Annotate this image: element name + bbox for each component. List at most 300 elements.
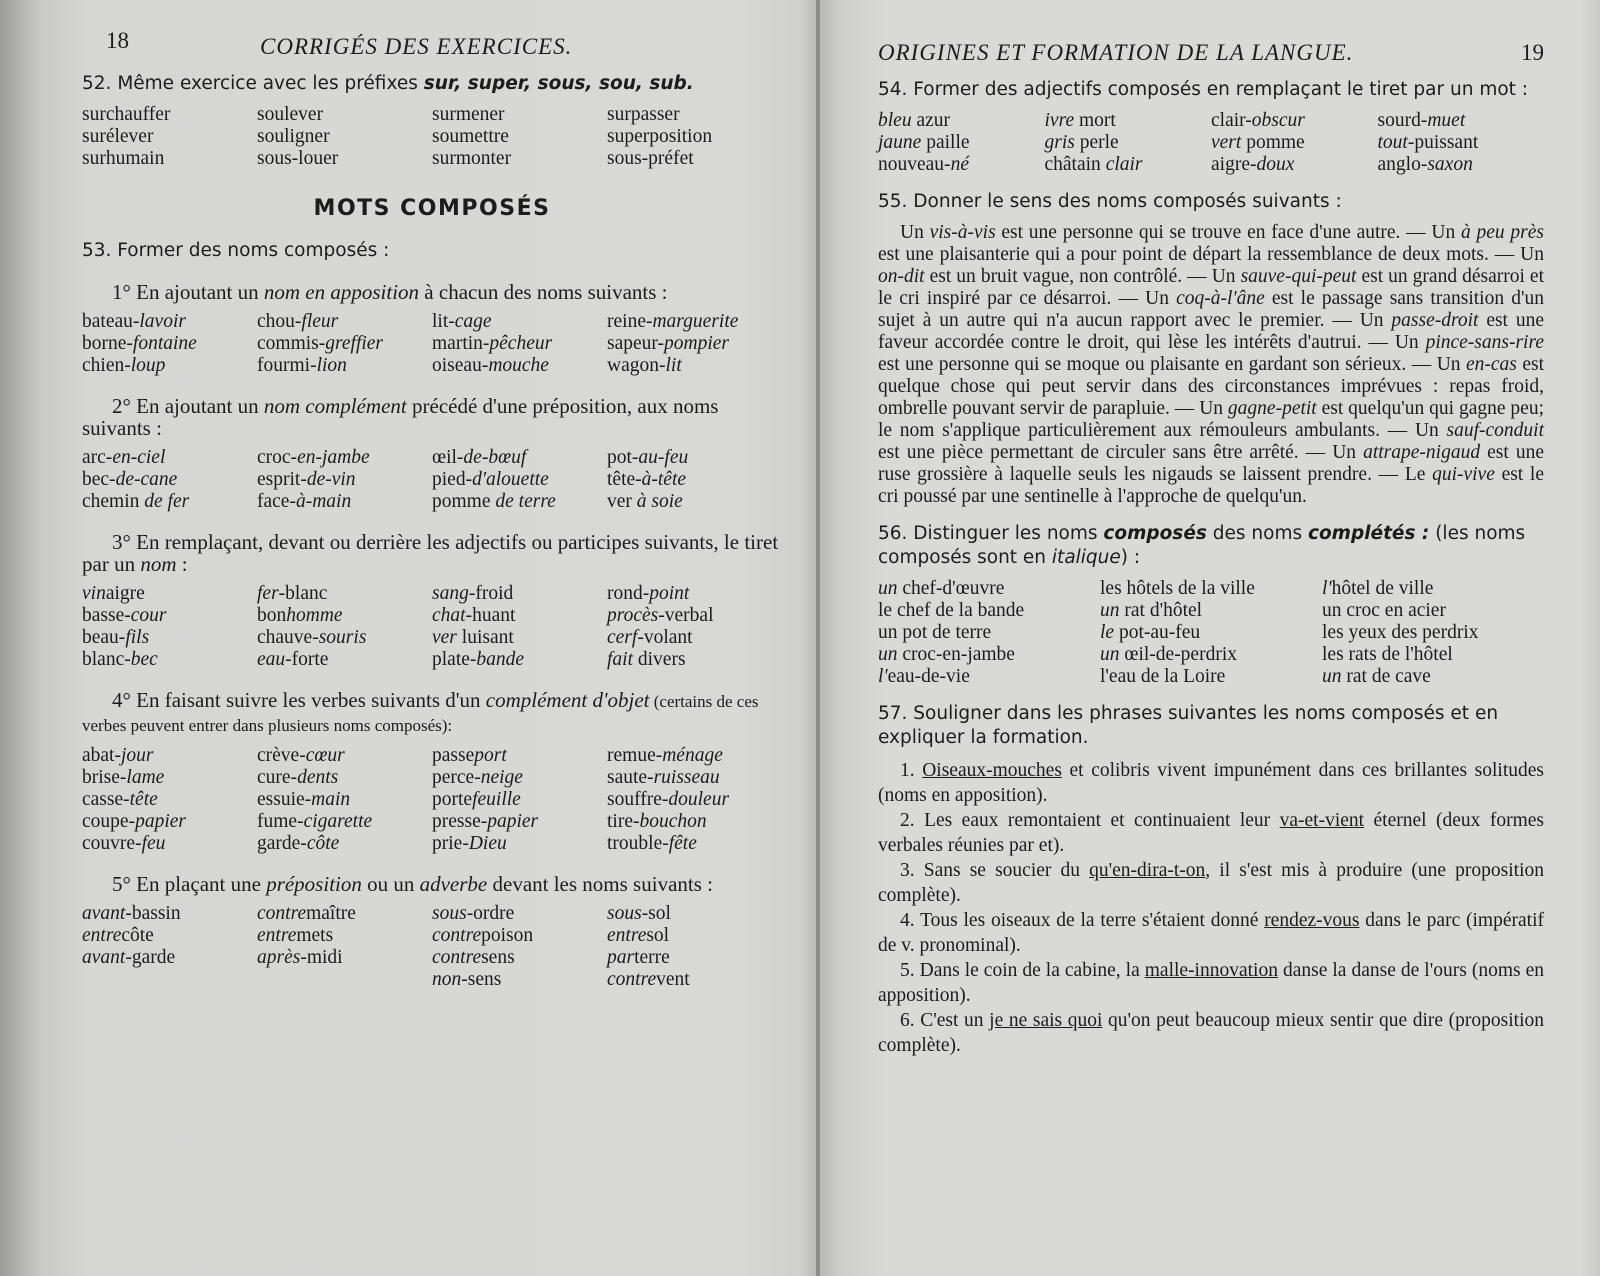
word-base: aigre-	[1211, 154, 1257, 175]
compound-noun: on-dit	[878, 266, 925, 287]
word-base: trouble-	[607, 833, 669, 854]
word-added-part: muet	[1427, 110, 1466, 131]
word-base: basse-	[82, 605, 131, 626]
word-base: chien-	[82, 355, 131, 376]
word-base: essuie-	[257, 789, 312, 810]
word-base: chauve-	[257, 627, 319, 648]
word-base: œil-de-perdrix	[1124, 644, 1237, 665]
word-entry	[878, 600, 1100, 622]
word-base: terre	[634, 947, 670, 968]
word-column	[607, 745, 782, 855]
text-run: 4. Tous les oiseaux de la terre s'étaient donné	[900, 910, 1265, 931]
word-entry	[607, 925, 782, 947]
text-run: dans le parc (impératif de v. pronominal).	[878, 910, 1544, 956]
word-base: châtain	[1044, 154, 1106, 175]
compound-noun: à peu près	[1461, 222, 1544, 243]
word-base: fourmi-	[257, 355, 317, 376]
word-added-part: lion	[316, 355, 347, 376]
text-run-italic: nom complément	[263, 394, 407, 418]
word-added-part: lavoir	[139, 311, 186, 332]
word-column	[432, 311, 607, 377]
word-entry	[607, 789, 782, 811]
word-base: bec-	[82, 469, 116, 490]
word-entry	[82, 333, 257, 355]
text-run: est une personne qui se trouve en face d'une autre. — Un	[995, 222, 1462, 243]
word-added-part: fête	[668, 833, 697, 854]
word-column	[1045, 110, 1212, 176]
word-added-part: de-cane	[115, 469, 178, 490]
word-entry	[82, 789, 257, 811]
word-added-part: fontaine	[132, 333, 197, 354]
word-base: les rats de l'hôtel	[1322, 644, 1453, 665]
text-run-italic: nom en apposition	[263, 280, 420, 304]
text-run: 5. Dans le coin de la cabine, la	[900, 960, 1145, 981]
word-added-part: entre	[82, 925, 122, 946]
word-added-part: l'	[878, 666, 888, 687]
word-base: chemin	[82, 491, 145, 512]
text-run: est une pièce permettant de circuler sans être arrêté. — Un	[878, 442, 1364, 463]
word-column	[82, 903, 257, 991]
word-entry	[1045, 154, 1212, 176]
part-3-word-grid	[82, 583, 782, 671]
word-added-part: cigarette	[303, 811, 373, 832]
underlined-compound-noun: Oiseaux-mouches	[922, 760, 1062, 781]
word-base: croc-	[257, 447, 298, 468]
left-header	[82, 24, 782, 66]
word-entry	[607, 311, 782, 333]
word-column	[82, 583, 257, 671]
word-entry	[607, 627, 782, 649]
text-run: est une personne qui se moque ou plaisante en gardant son sérieux. — Un	[878, 354, 1466, 375]
underlined-compound-noun: rendez-vous	[1264, 910, 1360, 931]
word-entry	[257, 789, 432, 811]
word-added-part: à-tête	[641, 469, 687, 490]
word-added-part: cage	[454, 311, 492, 332]
word-added-part: port	[474, 745, 507, 766]
right-header	[878, 30, 1544, 72]
word-entry	[432, 745, 607, 767]
word-entry	[1322, 600, 1544, 622]
exercise-57-sentence	[878, 808, 1544, 858]
word-added-part: fils	[125, 627, 150, 648]
word-entry	[1322, 644, 1544, 666]
word-added-part: jour	[120, 745, 154, 766]
word-entry	[82, 903, 257, 925]
word-base: côte	[121, 925, 154, 946]
word-added-part: loup	[130, 355, 166, 376]
word-base: chou-	[257, 311, 302, 332]
word-added-part: jaune	[878, 132, 922, 153]
word-added-part: en-jambe	[297, 447, 370, 468]
word-entry	[82, 745, 257, 767]
word-column	[257, 903, 432, 991]
word-text: surpasser	[607, 104, 680, 125]
exercise-54-word-grid	[878, 110, 1544, 176]
word-text: surélever	[82, 126, 154, 147]
underlined-compound-noun: malle-innovation	[1144, 960, 1278, 981]
text-run: est un grand désarroi et le cri inspiré par ce désarroi. — Un	[878, 266, 1544, 309]
word-entry	[432, 947, 607, 969]
word-added-part: contre	[607, 969, 657, 990]
word-entry	[607, 104, 782, 126]
word-entry	[432, 333, 607, 355]
text-run: à chacun des noms suivants :	[419, 280, 668, 304]
word-base: coupe-	[82, 811, 136, 832]
word-entry	[82, 947, 257, 969]
text-run: est une ruse grossière à laquelle seuls les nigauds se laissent prendre. — Le	[878, 442, 1544, 485]
word-entry	[607, 969, 782, 991]
word-entry	[82, 767, 257, 789]
word-entry	[257, 491, 432, 513]
word-base: anglo-	[1377, 154, 1428, 175]
word-added-part: un	[1100, 644, 1125, 665]
word-base: -sol	[641, 903, 671, 924]
word-base: bateau-	[82, 311, 140, 332]
word-entry	[82, 311, 257, 333]
word-added-part: pompier	[664, 333, 729, 354]
word-base: -midi	[300, 947, 343, 968]
word-added-part: papier	[487, 811, 539, 832]
text-run: (les noms composés sont en	[878, 523, 1526, 568]
word-base: -sens	[461, 969, 502, 990]
word-base: croc-en-jambe	[902, 644, 1015, 665]
word-entry	[432, 447, 607, 469]
word-column	[257, 583, 432, 671]
word-added-part: tout	[1377, 132, 1408, 153]
underlined-compound-noun: qu'en-dira-t-on	[1089, 860, 1206, 881]
word-entry	[257, 355, 432, 377]
word-entry	[607, 745, 782, 767]
word-column	[82, 745, 257, 855]
word-entry	[607, 148, 782, 170]
word-base: fume-	[257, 811, 304, 832]
text-run: est un bruit vague, non contrôlé. — Un	[924, 266, 1241, 287]
word-entry	[607, 811, 782, 833]
word-added-part: fleur	[301, 311, 339, 332]
word-added-part: le	[1100, 622, 1119, 643]
compound-noun: qui-vive	[1432, 464, 1495, 485]
word-base: remue-	[607, 745, 663, 766]
word-base: rat d'hôtel	[1124, 600, 1203, 621]
word-entry	[607, 767, 782, 789]
word-entry	[257, 811, 432, 833]
word-added-part: un	[878, 578, 903, 599]
word-entry	[432, 969, 607, 991]
word-added-part: douleur	[668, 789, 730, 810]
word-added-part: homme	[286, 605, 343, 626]
word-entry	[432, 148, 607, 170]
word-entry	[1100, 622, 1322, 644]
word-entry	[878, 622, 1100, 644]
word-entry	[82, 469, 257, 491]
word-column	[257, 311, 432, 377]
word-base: un croc en acier	[1322, 600, 1446, 621]
word-column	[1100, 578, 1322, 688]
word-base: un pot de terre	[878, 622, 992, 643]
word-base: sapeur-	[607, 333, 664, 354]
word-entry	[878, 110, 1045, 132]
word-entry	[257, 627, 432, 649]
running-title: ORIGINES ET FORMATION DE LA LANGUE.	[878, 40, 1354, 65]
word-added-part: eau	[257, 649, 286, 670]
word-added-part: avant	[82, 903, 126, 924]
word-added-part: de-bœuf	[463, 447, 527, 468]
exercise-53-title: 53. Former des noms composés :	[82, 240, 390, 261]
word-entry	[878, 132, 1045, 154]
text-run: est quelque chose qui peut servir dans des circonstances imprévues : repas froid, ombrelle pouvant servir de parapluie. — Un	[878, 354, 1544, 419]
word-entry	[432, 469, 607, 491]
word-base: mort	[1074, 110, 1116, 131]
word-entry	[878, 154, 1045, 176]
word-added-part: cerf	[607, 627, 638, 648]
word-base: œil-	[432, 447, 464, 468]
word-base: garde-	[257, 833, 307, 854]
text-run: et colibris vivent impunément dans ces brillantes solitudes (noms en apposition).	[878, 760, 1544, 806]
exercise-57-sentence	[878, 1008, 1544, 1058]
word-base: wagon-	[607, 355, 666, 376]
word-base: mets	[296, 925, 334, 946]
word-added-part: l'	[1322, 578, 1332, 599]
word-base: face-	[257, 491, 296, 512]
word-added-part: fer	[257, 583, 279, 604]
word-column	[878, 578, 1100, 688]
word-base: blanc-	[82, 649, 131, 670]
word-column	[1322, 578, 1544, 688]
word-entry	[257, 605, 432, 627]
word-entry	[607, 333, 782, 355]
word-added-part: neige	[480, 767, 523, 788]
word-base: ver	[607, 491, 637, 512]
word-added-part: contre	[257, 903, 307, 924]
word-base: prie-	[432, 833, 469, 854]
text-run: précédé d'une préposition, aux noms suivants :	[82, 394, 719, 440]
word-added-part: non	[432, 969, 462, 990]
word-column	[257, 104, 432, 170]
word-added-part: feuille	[472, 789, 521, 810]
word-added-part: chat	[432, 605, 466, 626]
word-entry	[432, 104, 607, 126]
word-base: beau-	[82, 627, 126, 648]
word-entry	[1322, 578, 1544, 600]
text-run: 5° En plaçant une	[112, 872, 267, 896]
word-entry	[1100, 666, 1322, 688]
word-added-part: un	[878, 644, 903, 665]
exercise-57-sentence	[878, 908, 1544, 958]
word-base: rond-	[607, 583, 650, 604]
word-base: oiseau-	[432, 355, 489, 376]
word-base: nouveau-	[878, 154, 951, 175]
word-added-part: d'alouette	[472, 469, 549, 490]
word-base: tire-	[607, 811, 640, 832]
word-entry	[1211, 132, 1378, 154]
word-added-part: bleu	[878, 110, 912, 131]
word-base: perce-	[432, 767, 481, 788]
word-entry	[82, 925, 257, 947]
word-entry	[878, 666, 1100, 688]
word-base: perle	[1074, 132, 1119, 153]
word-entry	[82, 355, 257, 377]
text-run: est une faveur accordée contre le droit, qui lèse les intérêts d'autrui. — Un	[878, 310, 1544, 353]
word-entry	[257, 649, 432, 671]
word-column	[607, 311, 782, 377]
word-column	[432, 745, 607, 855]
exercise-57-sentence	[878, 858, 1544, 908]
word-added-part: sang	[432, 583, 469, 604]
word-added-part: entre	[607, 925, 647, 946]
word-entry	[1100, 578, 1322, 600]
text-run: 1.	[900, 760, 923, 781]
word-base: cure-	[257, 767, 298, 788]
word-base: tête-	[607, 469, 642, 490]
word-base: pot-au-feu	[1118, 622, 1201, 643]
word-entry	[1378, 154, 1545, 176]
word-added-part: point	[649, 583, 690, 604]
word-base: martin-	[432, 333, 490, 354]
text-run: 4° En faisant suivre les verbes suivants d'un	[112, 688, 486, 712]
word-entry	[607, 605, 782, 627]
word-column	[1211, 110, 1378, 176]
word-entry	[607, 469, 782, 491]
text-run: ) :	[1120, 547, 1141, 568]
word-base: couvre-	[82, 833, 142, 854]
word-entry	[257, 126, 432, 148]
exercise-57-sentences	[878, 758, 1544, 1058]
word-entry	[432, 355, 607, 377]
word-entry	[1100, 600, 1322, 622]
word-entry	[607, 491, 782, 513]
word-entry	[257, 947, 432, 969]
word-text: soumettre	[432, 126, 509, 147]
word-entry	[607, 447, 782, 469]
part-3-instruction	[82, 531, 782, 575]
word-added-part: lit	[665, 355, 682, 376]
exercise-number: 52.	[82, 73, 112, 94]
word-base: abat-	[82, 745, 121, 766]
word-added-part: avant	[82, 947, 126, 968]
word-base: -blanc	[278, 583, 328, 604]
word-added-part: bouchon	[639, 811, 707, 832]
compound-noun: vis-à-vis	[929, 222, 996, 243]
word-added-part: au-feu	[638, 447, 689, 468]
text-run: 2° En ajoutant un	[112, 394, 264, 418]
word-base: -bassin	[125, 903, 181, 924]
exercise-instruction: Même exercice avec les préfixes	[117, 73, 418, 94]
word-text: surmener	[432, 104, 505, 125]
word-base: luisant	[456, 627, 514, 648]
running-title: CORRIGÉS DES EXERCICES.	[260, 34, 573, 59]
text-run: 2. Les eaux remontaient et continuaient leur	[900, 810, 1280, 831]
word-added-part: feu	[141, 833, 166, 854]
word-added-part: procès	[607, 605, 659, 626]
word-entry	[607, 903, 782, 925]
word-base: hôtel de ville	[1331, 578, 1434, 599]
word-base: maître	[306, 903, 356, 924]
page-number: 18	[106, 28, 129, 53]
word-column	[432, 583, 607, 671]
word-added-part: ver	[432, 627, 457, 648]
exercise-57-sentence	[878, 758, 1544, 808]
text-run: 3. Sans se soucier du	[900, 860, 1090, 881]
text-run: devant les noms suivants :	[487, 872, 713, 896]
compound-noun: passe-droit	[1391, 310, 1479, 331]
word-base: -huant	[465, 605, 516, 626]
word-base: lit-	[432, 311, 455, 332]
word-added-part: clair	[1105, 154, 1143, 175]
underlined-compound-noun: je ne sais quoi	[989, 1010, 1103, 1031]
word-base: pomme	[432, 491, 496, 512]
word-added-part: après	[257, 947, 301, 968]
word-entry	[432, 649, 607, 671]
word-base: le chef de la bande	[878, 600, 1025, 621]
compound-noun: sauf-conduit	[1446, 420, 1544, 441]
word-base: souffre-	[607, 789, 669, 810]
text-run-bold-italic: composés	[1103, 523, 1207, 544]
word-base: -volant	[637, 627, 693, 648]
word-column	[257, 745, 432, 855]
word-entry	[82, 627, 257, 649]
word-text: sous-louer	[257, 148, 339, 169]
word-entry	[607, 355, 782, 377]
text-run: Un	[900, 222, 930, 243]
word-entry	[257, 833, 432, 855]
word-entry	[257, 903, 432, 925]
text-run: ou un	[361, 872, 420, 896]
word-entry	[82, 583, 257, 605]
word-added-part: contre	[432, 947, 482, 968]
word-entry	[82, 104, 257, 126]
word-column	[607, 104, 782, 170]
section-title: MOTS COMPOSÉS	[313, 196, 551, 221]
word-entry	[82, 491, 257, 513]
word-entry	[607, 583, 782, 605]
exercise-57-sentence	[878, 958, 1544, 1008]
word-added-part: un	[1100, 600, 1125, 621]
word-added-part: né	[950, 154, 969, 175]
word-base: les yeux des perdrix	[1322, 622, 1479, 643]
word-added-part: fait	[607, 649, 634, 670]
word-base: paille	[921, 132, 970, 153]
text-run: des noms	[1206, 523, 1308, 544]
word-entry	[257, 925, 432, 947]
word-entry	[432, 925, 607, 947]
word-base: -puissant	[1407, 132, 1479, 153]
word-added-part: obscur	[1251, 110, 1305, 131]
word-base: sens	[481, 947, 515, 968]
word-entry	[82, 649, 257, 671]
word-column	[82, 311, 257, 377]
text-run-bold-italic: complétés :	[1308, 523, 1430, 544]
text-run: 56. Distinguer les noms	[878, 523, 1104, 544]
word-entry	[432, 583, 607, 605]
exercise-52-word-grid	[82, 104, 782, 170]
word-added-part: lame	[126, 767, 165, 788]
word-added-part: en-ciel	[112, 447, 166, 468]
word-added-part: doux	[1256, 154, 1295, 175]
word-entry	[257, 311, 432, 333]
text-run: :	[176, 552, 188, 576]
compound-noun: coq-à-l'âne	[1176, 288, 1265, 309]
part-1-instruction	[82, 281, 782, 303]
word-base: pied-	[432, 469, 473, 490]
word-entry	[257, 583, 432, 605]
word-added-part: de-vin	[306, 469, 356, 490]
word-text: sous-préfet	[607, 148, 694, 169]
word-entry	[432, 767, 607, 789]
word-base: saute-	[607, 767, 654, 788]
word-entry	[607, 947, 782, 969]
word-base: crève-	[257, 745, 306, 766]
text-run: est le passage sans transition d'un sujet à un autre qui n'a aucun rapport avec le premier. — Un	[878, 288, 1544, 331]
